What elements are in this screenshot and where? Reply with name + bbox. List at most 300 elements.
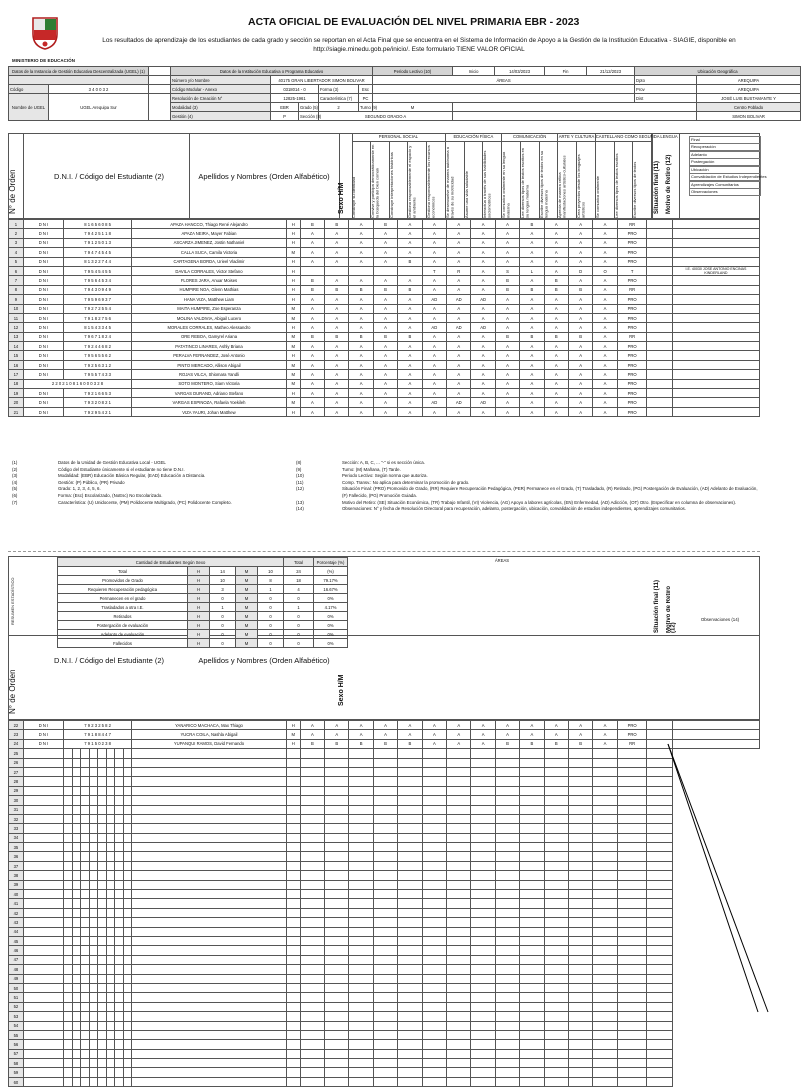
competency-label: Asume una vida saludable bbox=[463, 171, 469, 218]
dni-digit bbox=[115, 908, 123, 917]
grade-cell: A bbox=[300, 229, 324, 238]
areas-label-2: ÁREAS bbox=[494, 558, 510, 563]
retirement-reason bbox=[647, 407, 672, 416]
grade-cell: A bbox=[568, 313, 592, 322]
empty-cell bbox=[520, 918, 544, 927]
empty-cell bbox=[617, 927, 647, 936]
grade-cell: A bbox=[447, 739, 471, 748]
empty-cell bbox=[286, 777, 300, 786]
dni-digit bbox=[72, 880, 80, 889]
empty-cell bbox=[593, 852, 617, 861]
retirement-reason bbox=[647, 351, 672, 360]
document-subtitle: Los resultados de aprendizaje de los estudiantes de cada grado y sección se reportan en el Acta Final que se encuentra en el Sistema de Información de Apoyo a la Gestión de la Institución Educativa - SIAGIE, disponible en http://siagie.minedu.gob.pe/inicio/. Este formulario TIENE VALOR OFICIAL bbox=[102, 37, 736, 53]
empty-cell bbox=[325, 758, 349, 767]
dni-digit bbox=[89, 796, 97, 805]
retirement-reason bbox=[647, 332, 672, 341]
grade-cell: A bbox=[593, 238, 617, 247]
empty-cell bbox=[447, 1012, 471, 1021]
sex-h-label: H bbox=[188, 630, 210, 639]
doc-type bbox=[23, 918, 63, 927]
empty-cell bbox=[471, 861, 495, 870]
grade-cell: A bbox=[422, 257, 446, 266]
summary-row bbox=[58, 594, 348, 603]
dni-digit bbox=[81, 1040, 89, 1049]
empty-cell bbox=[349, 833, 373, 842]
doc-type: D N I bbox=[23, 721, 63, 730]
empty-cell bbox=[373, 861, 397, 870]
observation bbox=[672, 370, 759, 379]
empty-cell bbox=[544, 805, 568, 814]
summary-title: RESUMEN ESTADÍSTICO bbox=[10, 577, 15, 625]
doc-type bbox=[23, 777, 63, 786]
grade-cell: A bbox=[325, 379, 349, 388]
student-row bbox=[9, 398, 760, 407]
empty-cell bbox=[300, 974, 324, 983]
empty-cell bbox=[617, 796, 647, 805]
doc-type: D N I bbox=[23, 407, 63, 416]
empty-cell bbox=[132, 1002, 287, 1011]
empty-cell bbox=[132, 1049, 287, 1058]
dni-digit bbox=[123, 843, 132, 852]
order-number: 21 bbox=[9, 407, 24, 416]
grade-cell: R bbox=[447, 266, 471, 275]
grade-cell: A bbox=[398, 295, 422, 304]
empty-cell bbox=[617, 1030, 647, 1039]
sex-m-label: M bbox=[236, 594, 258, 603]
dni-digit bbox=[89, 936, 97, 945]
grade-cell: A bbox=[349, 229, 373, 238]
summary-total: 0 bbox=[284, 630, 314, 639]
dni-digit bbox=[106, 843, 114, 852]
grade-cell: A bbox=[520, 721, 544, 730]
empty-cell bbox=[286, 993, 300, 1002]
grade-cell: B bbox=[568, 332, 592, 341]
student-sex: M bbox=[286, 248, 300, 257]
order-number: 17 bbox=[9, 370, 24, 379]
empty-cell bbox=[349, 824, 373, 833]
empty-cell bbox=[647, 1030, 672, 1039]
empty-cell bbox=[495, 758, 519, 767]
empty-cell bbox=[325, 899, 349, 908]
dni-digit bbox=[123, 786, 132, 795]
empty-cell bbox=[447, 1030, 471, 1039]
summary-pct: 0% bbox=[314, 621, 348, 630]
empty-cell bbox=[286, 1077, 300, 1086]
student-sex: H bbox=[286, 407, 300, 416]
grade-cell: A bbox=[495, 220, 519, 229]
grade-cell: A bbox=[447, 730, 471, 739]
empty-cell bbox=[398, 843, 422, 852]
competency-header bbox=[427, 142, 446, 220]
student-sex: M bbox=[286, 379, 300, 388]
areas-label: ÁREAS bbox=[373, 76, 635, 85]
empty-cell bbox=[471, 1021, 495, 1030]
grade-cell: A bbox=[495, 238, 519, 247]
empty-cell bbox=[349, 749, 373, 758]
empty-cell bbox=[300, 908, 324, 917]
dni-digit bbox=[98, 965, 106, 974]
evaluation-type-item: Postergación bbox=[689, 158, 761, 166]
empty-cell bbox=[349, 993, 373, 1002]
empty-cell bbox=[373, 796, 397, 805]
empty-cell bbox=[349, 908, 373, 917]
student-sex: H bbox=[286, 389, 300, 398]
student-sex: M bbox=[286, 313, 300, 322]
dni-digit bbox=[106, 880, 114, 889]
grades-table bbox=[8, 219, 760, 417]
grade-cell: A bbox=[398, 304, 422, 313]
grade-cell: A bbox=[398, 407, 422, 416]
order-number: 10 bbox=[9, 304, 24, 313]
grade-cell: B bbox=[568, 285, 592, 294]
dni-digit bbox=[98, 786, 106, 795]
retirement-reason bbox=[647, 295, 672, 304]
order-number: 8 bbox=[9, 285, 24, 294]
dni-digit bbox=[115, 852, 123, 861]
empty-cell bbox=[300, 965, 324, 974]
grade-cell: A bbox=[398, 238, 422, 247]
grade-cell: A bbox=[593, 398, 617, 407]
competency-header bbox=[633, 142, 652, 220]
footnote bbox=[296, 480, 760, 487]
grade-cell: A bbox=[544, 313, 568, 322]
dni-digits: 8 1 6 5 6 0 8 5 bbox=[64, 220, 132, 229]
dni-digit bbox=[72, 1030, 80, 1039]
empty-cell bbox=[544, 824, 568, 833]
empty-cell bbox=[593, 1059, 617, 1068]
sex-m-label: M bbox=[236, 621, 258, 630]
empty-cell bbox=[447, 814, 471, 823]
empty-cell bbox=[593, 861, 617, 870]
dni-digit bbox=[89, 965, 97, 974]
empty-row bbox=[9, 1049, 760, 1058]
empty-cell bbox=[647, 1040, 672, 1049]
dni-digit bbox=[72, 1059, 80, 1068]
empty-cell bbox=[325, 983, 349, 992]
dni-digit bbox=[72, 786, 80, 795]
grade-cell: A bbox=[373, 407, 397, 416]
empty-cell bbox=[300, 777, 324, 786]
grade-cell: A bbox=[373, 238, 397, 247]
empty-row bbox=[9, 767, 760, 776]
sex-m-label: M bbox=[236, 630, 258, 639]
doc-type bbox=[23, 814, 63, 823]
order-number: 5 bbox=[9, 257, 24, 266]
grade-cell: A bbox=[422, 370, 446, 379]
empty-cell bbox=[617, 777, 647, 786]
sex-h-label: H bbox=[188, 639, 210, 648]
empty-cell bbox=[422, 824, 446, 833]
dni-digit bbox=[106, 993, 114, 1002]
empty-cell bbox=[422, 1068, 446, 1077]
grade-cell: B bbox=[300, 220, 324, 229]
dni-digit bbox=[115, 749, 123, 758]
order-number: 16 bbox=[9, 360, 24, 369]
page-break bbox=[8, 551, 760, 553]
grade-cell: A bbox=[568, 248, 592, 257]
student-name: PINTO MERCADO, Allison Abigail bbox=[132, 360, 287, 369]
empty-cell bbox=[373, 955, 397, 964]
empty-cell bbox=[593, 1068, 617, 1077]
col-orden: N° de Orden bbox=[8, 169, 17, 214]
doc-type bbox=[23, 880, 63, 889]
dni-digit bbox=[81, 993, 89, 1002]
grade-cell: B bbox=[495, 739, 519, 748]
empty-cell bbox=[520, 936, 544, 945]
dni-digit bbox=[123, 936, 132, 945]
dni-digit bbox=[115, 890, 123, 899]
empty-cell bbox=[373, 1012, 397, 1021]
empty-cell bbox=[447, 1077, 471, 1086]
grade-cell: A bbox=[495, 342, 519, 351]
dni-digit bbox=[89, 955, 97, 964]
dni-digits: 7 9 2 7 2 5 5 4 bbox=[64, 304, 132, 313]
empty-cell bbox=[286, 749, 300, 758]
empty-cell bbox=[593, 749, 617, 758]
dni-digit bbox=[123, 805, 132, 814]
empty-cell bbox=[520, 993, 544, 1002]
empty-cell bbox=[132, 814, 287, 823]
empty-cell bbox=[471, 824, 495, 833]
empty-cell bbox=[286, 1030, 300, 1039]
order-number: 1 bbox=[9, 220, 24, 229]
grade-cell: B bbox=[398, 739, 422, 748]
empty-cell bbox=[568, 805, 592, 814]
empty-cell bbox=[373, 927, 397, 936]
empty-cell bbox=[544, 814, 568, 823]
empty-cell bbox=[349, 927, 373, 936]
dni-digit bbox=[115, 767, 123, 776]
col-orden-2: N° de Orden bbox=[8, 669, 17, 714]
footnote bbox=[12, 473, 292, 480]
grade-cell: A bbox=[593, 248, 617, 257]
student-row bbox=[9, 220, 760, 229]
footnote-text: Motivo del Retiro: (SE) Situación Económica, (TR) Trabajo Infantil, (VI) Violencia, (AG) Apoyo a labores agrícolas, (EN) Enfermedad, (AD) Adicción, (OT) Otro. (Especificar en columna de observaciones). bbox=[342, 499, 737, 505]
empty-cell bbox=[617, 918, 647, 927]
empty-cell bbox=[132, 1021, 287, 1030]
empty-cell bbox=[617, 899, 647, 908]
final-status: PRO bbox=[617, 276, 647, 285]
centro-label: Centro Poblado bbox=[697, 103, 801, 112]
evaluation-type-item: Ubicación bbox=[689, 166, 761, 174]
empty-cell bbox=[544, 758, 568, 767]
competency-label: Gestiona responsablemente los recursos económicos bbox=[426, 145, 436, 218]
empty-row bbox=[9, 918, 760, 927]
student-sex: H bbox=[286, 229, 300, 238]
empty-row bbox=[9, 880, 760, 889]
empty-cell bbox=[349, 758, 373, 767]
final-status: PRO bbox=[617, 407, 647, 416]
empty-cell bbox=[495, 880, 519, 889]
empty-cell bbox=[593, 993, 617, 1002]
grade-cell: A bbox=[447, 229, 471, 238]
empty-cell bbox=[544, 965, 568, 974]
grade-cell: A bbox=[568, 360, 592, 369]
empty-cell bbox=[286, 1012, 300, 1021]
empty-cell bbox=[349, 1012, 373, 1021]
empty-cell bbox=[325, 1077, 349, 1086]
dni-digit bbox=[115, 927, 123, 936]
student-sex: M bbox=[286, 370, 300, 379]
grade-cell: A bbox=[325, 257, 349, 266]
ie-seccion-label: Sección (8) bbox=[300, 113, 322, 119]
grade-cell: A bbox=[495, 730, 519, 739]
ugel-code-label: Código bbox=[9, 85, 49, 94]
empty-cell bbox=[544, 1068, 568, 1077]
sex-h-label: H bbox=[188, 612, 210, 621]
summary-total: 18 bbox=[284, 576, 314, 585]
order-number: 4 bbox=[9, 248, 24, 257]
dni-digit bbox=[123, 1002, 132, 1011]
empty-cell bbox=[471, 805, 495, 814]
dni-digit bbox=[98, 805, 106, 814]
dni-digit bbox=[106, 777, 114, 786]
dni-digit bbox=[106, 965, 114, 974]
grade-cell: S bbox=[495, 266, 519, 275]
empty-cell bbox=[349, 777, 373, 786]
summary-m: 8 bbox=[258, 576, 284, 585]
empty-cell bbox=[520, 1077, 544, 1086]
empty-cell bbox=[422, 1002, 446, 1011]
col-situacion: Situación final (11) bbox=[654, 160, 660, 214]
empty-cell bbox=[300, 833, 324, 842]
order-number: 45 bbox=[9, 936, 24, 945]
order-number: 38 bbox=[9, 871, 24, 880]
empty-cell bbox=[349, 918, 373, 927]
empty-cell bbox=[495, 1012, 519, 1021]
period-end: 21/12/2023 bbox=[587, 67, 635, 76]
empty-cell bbox=[520, 974, 544, 983]
dni-digit bbox=[64, 1021, 72, 1030]
empty-cell bbox=[349, 814, 373, 823]
grade-cell: A bbox=[447, 248, 471, 257]
empty-cell bbox=[300, 899, 324, 908]
student-name: YUCRA COILA, Nashla Abigail bbox=[132, 730, 287, 739]
grade-cell: A bbox=[325, 229, 349, 238]
summary-h: 0 bbox=[210, 630, 236, 639]
evaluation-type-item: Adelanto bbox=[689, 151, 761, 159]
empty-cell bbox=[593, 983, 617, 992]
competency-label: Se desenvuelve de manera autónoma a través de su motricidad bbox=[444, 147, 455, 218]
empty-cell bbox=[568, 1068, 592, 1077]
empty-cell bbox=[286, 852, 300, 861]
empty-cell bbox=[132, 767, 287, 776]
grade-cell: A bbox=[398, 229, 422, 238]
empty-cell bbox=[373, 983, 397, 992]
ie-title: Datos de la Institución Educativa o Programa Educativo bbox=[171, 67, 373, 76]
col-sexo-2: Sexo H/M bbox=[338, 674, 345, 706]
empty-cell bbox=[422, 993, 446, 1002]
col-dni-2: D.N.I. / Código del Estudiante (2) bbox=[53, 656, 165, 665]
empty-cell bbox=[447, 749, 471, 758]
empty-cell bbox=[520, 927, 544, 936]
grade-cell: A bbox=[471, 730, 495, 739]
dni-digit bbox=[115, 1021, 123, 1030]
summary-pct: 0% bbox=[314, 639, 348, 648]
grade-cell: A bbox=[398, 323, 422, 332]
dni-digits: 7 9 3 2 0 8 2 1 bbox=[64, 398, 132, 407]
dni-digit bbox=[89, 908, 97, 917]
student-row bbox=[9, 730, 760, 739]
empty-row bbox=[9, 974, 760, 983]
empty-cell bbox=[422, 899, 446, 908]
summary-row bbox=[58, 621, 348, 630]
grade-cell: A bbox=[495, 407, 519, 416]
doc-type: D N I bbox=[23, 304, 63, 313]
grade-cell: A bbox=[593, 407, 617, 416]
empty-cell bbox=[325, 918, 349, 927]
grade-cell: A bbox=[349, 389, 373, 398]
grade-cell: A bbox=[325, 295, 349, 304]
empty-cell bbox=[520, 852, 544, 861]
dni-digit bbox=[64, 880, 72, 889]
empty-cell bbox=[398, 946, 422, 955]
empty-cell bbox=[471, 974, 495, 983]
empty-cell bbox=[593, 936, 617, 945]
empty-cell bbox=[325, 1049, 349, 1058]
order-number: 13 bbox=[9, 332, 24, 341]
empty-cell bbox=[544, 993, 568, 1002]
order-number: 55 bbox=[9, 1030, 24, 1039]
empty-cell bbox=[325, 965, 349, 974]
grade-cell: A bbox=[568, 276, 592, 285]
empty-cell bbox=[373, 993, 397, 1002]
dni-digits: 7 9 1 8 8 4 4 7 bbox=[64, 730, 132, 739]
grade-cell: A bbox=[422, 248, 446, 257]
dni-digit bbox=[98, 1059, 106, 1068]
grade-cell: A bbox=[373, 313, 397, 322]
student-row bbox=[9, 370, 760, 379]
empty-cell bbox=[132, 1068, 287, 1077]
grade-cell: A bbox=[300, 295, 324, 304]
grade-cell: A bbox=[544, 407, 568, 416]
student-name: PERALVA FERNANDEZ, José Antonio bbox=[132, 351, 287, 360]
student-row bbox=[9, 389, 760, 398]
empty-cell bbox=[568, 899, 592, 908]
doc-type bbox=[23, 786, 63, 795]
empty-cell bbox=[647, 1068, 672, 1077]
empty-cell bbox=[495, 1030, 519, 1039]
summary-m: 0 bbox=[258, 621, 284, 630]
grade-cell: A bbox=[568, 407, 592, 416]
footnotes-left bbox=[12, 460, 292, 506]
footnote bbox=[12, 493, 292, 500]
dni-digit bbox=[106, 908, 114, 917]
period-start: 14/03/2023 bbox=[495, 67, 545, 76]
dni-digit bbox=[98, 927, 106, 936]
grade-cell: A bbox=[471, 220, 495, 229]
dni-digit bbox=[64, 805, 72, 814]
empty-cell bbox=[447, 796, 471, 805]
doc-type: D N I bbox=[23, 248, 63, 257]
empty-cell bbox=[593, 777, 617, 786]
student-name: CALLA SUCA, Camila Victoria bbox=[132, 248, 287, 257]
grade-cell: A bbox=[568, 389, 592, 398]
order-number: 7 bbox=[9, 276, 24, 285]
dni-digit bbox=[64, 974, 72, 983]
doc-type: D N I bbox=[23, 295, 63, 304]
empty-cell bbox=[495, 965, 519, 974]
doc-type bbox=[23, 936, 63, 945]
empty-cell bbox=[520, 908, 544, 917]
empty-cell bbox=[544, 871, 568, 880]
doc-type: D N I bbox=[23, 342, 63, 351]
summary-table bbox=[57, 557, 348, 648]
empty-cell bbox=[647, 1077, 672, 1086]
empty-cell bbox=[471, 767, 495, 776]
empty-cell bbox=[373, 1002, 397, 1011]
observation bbox=[672, 313, 759, 322]
